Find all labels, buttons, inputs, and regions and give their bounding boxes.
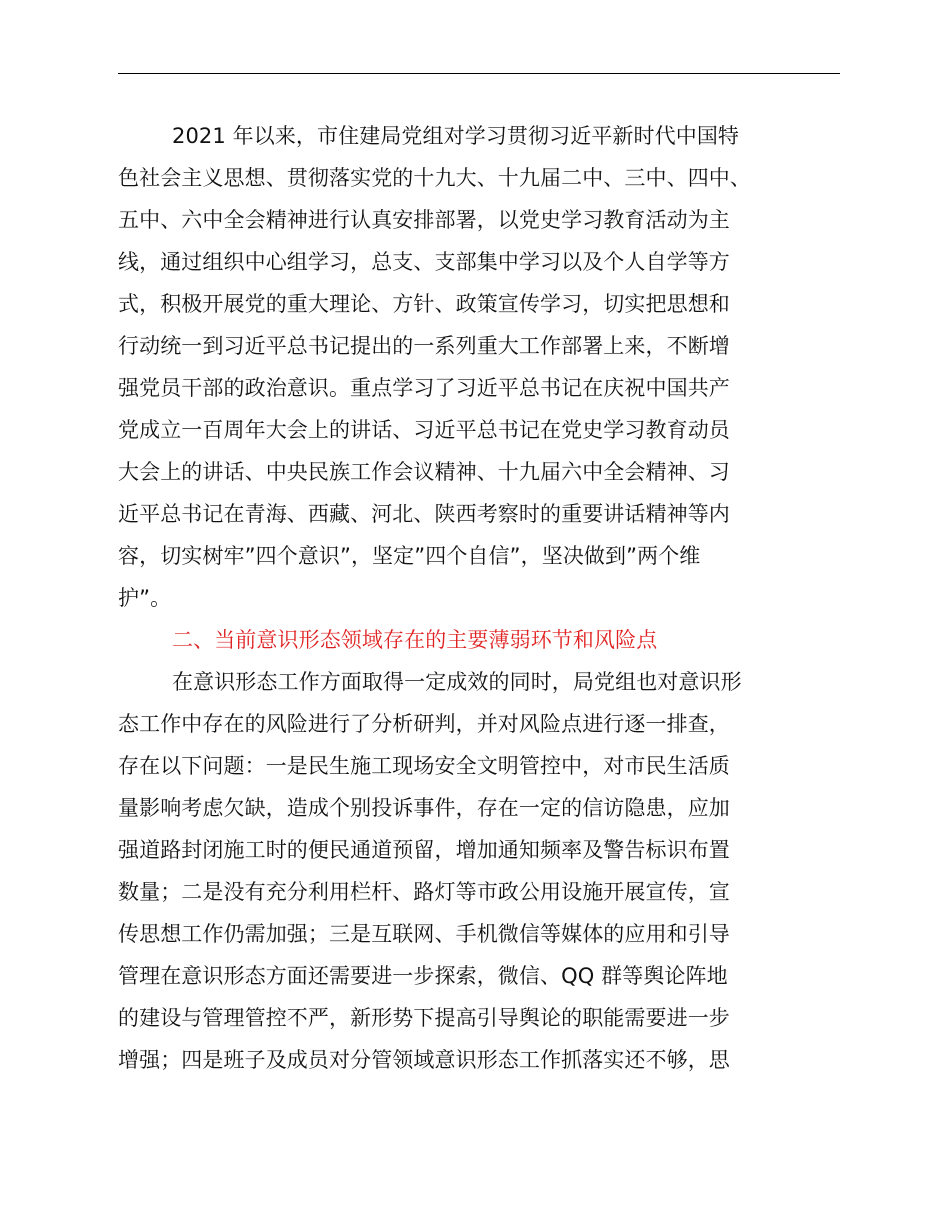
paragraph-1-line: 大会上的讲话、中央民族工作会议精神、十九届六中全会精神、习 — [118, 460, 730, 484]
paragraph-1-line: 行动统一到习近平总书记提出的一系列重大工作部署上来，不断增 — [118, 334, 730, 358]
paragraph-2-line: 存在以下问题：一是民生施工现场安全文明管控中，对市民生活质 — [118, 754, 730, 778]
paragraph-1-line: 护”。 — [118, 586, 172, 610]
paragraph-1-line: 2021 年以来，市住建局党组对学习贯彻习近平新时代中国特 — [172, 124, 740, 148]
paragraph-1-line: 党成立一百周年大会上的讲话、习近平总书记在党史学习教育动员 — [118, 418, 730, 442]
paragraph-2-line: 态工作中存在的风险进行了分析研判，并对风险点进行逐一排查， — [118, 712, 730, 736]
paragraph-2-line: 数量；二是没有充分利用栏杆、路灯等市政公用设施开展宣传，宣 — [118, 880, 730, 904]
paragraph-1-line: 式，积极开展党的重大理论、方针、政策宣传学习，切实把思想和 — [118, 292, 730, 316]
paragraph-1-line: 色社会主义思想、贯彻落实党的十九大、十九届二中、三中、四中、 — [118, 166, 751, 190]
paragraph-2-line: 传思想工作仍需加强；三是互联网、手机微信等媒体的应用和引导 — [118, 922, 730, 946]
paragraph-2-line: 量影响考虑欠缺，造成个别投诉事件，存在一定的信访隐患，应加 — [118, 796, 730, 820]
paragraph-2-line: 增强；四是班子及成员对分管领域意识形态工作抓落实还不够，思 — [118, 1048, 730, 1072]
paragraph-2-line: 强道路封闭施工时的便民通道预留，增加通知频率及警告标识布置 — [118, 838, 730, 862]
paragraph-1-line: 近平总书记在青海、西藏、河北、陕西考察时的重要讲话精神等内 — [118, 502, 730, 526]
header-rule — [118, 73, 840, 74]
paragraph-1-line: 五中、六中全会精神进行认真安排部署，以党史学习教育活动为主 — [118, 208, 730, 232]
paragraph-1-line: 容，切实树牢”四个意识”，坚定”四个自信”，坚决做到”两个维 — [118, 544, 701, 568]
paragraph-1-line: 强党员干部的政治意识。重点学习了习近平总书记在庆祝中国共产 — [118, 376, 730, 400]
paragraph-2-line: 管理在意识形态方面还需要进一步探索，微信、QQ 群等舆论阵地 — [118, 964, 728, 988]
section-heading: 二、当前意识形态领域存在的主要薄弱环节和风险点 — [172, 628, 658, 652]
paragraph-2-line: 在意识形态工作方面取得一定成效的同时，局党组也对意识形 — [172, 670, 742, 694]
paragraph-1-line: 线，通过组织中心组学习，总支、支部集中学习以及个人自学等方 — [118, 250, 730, 274]
paragraph-2-line: 的建设与管理管控不严，新形势下提高引导舆论的职能需要进一步 — [118, 1006, 730, 1030]
